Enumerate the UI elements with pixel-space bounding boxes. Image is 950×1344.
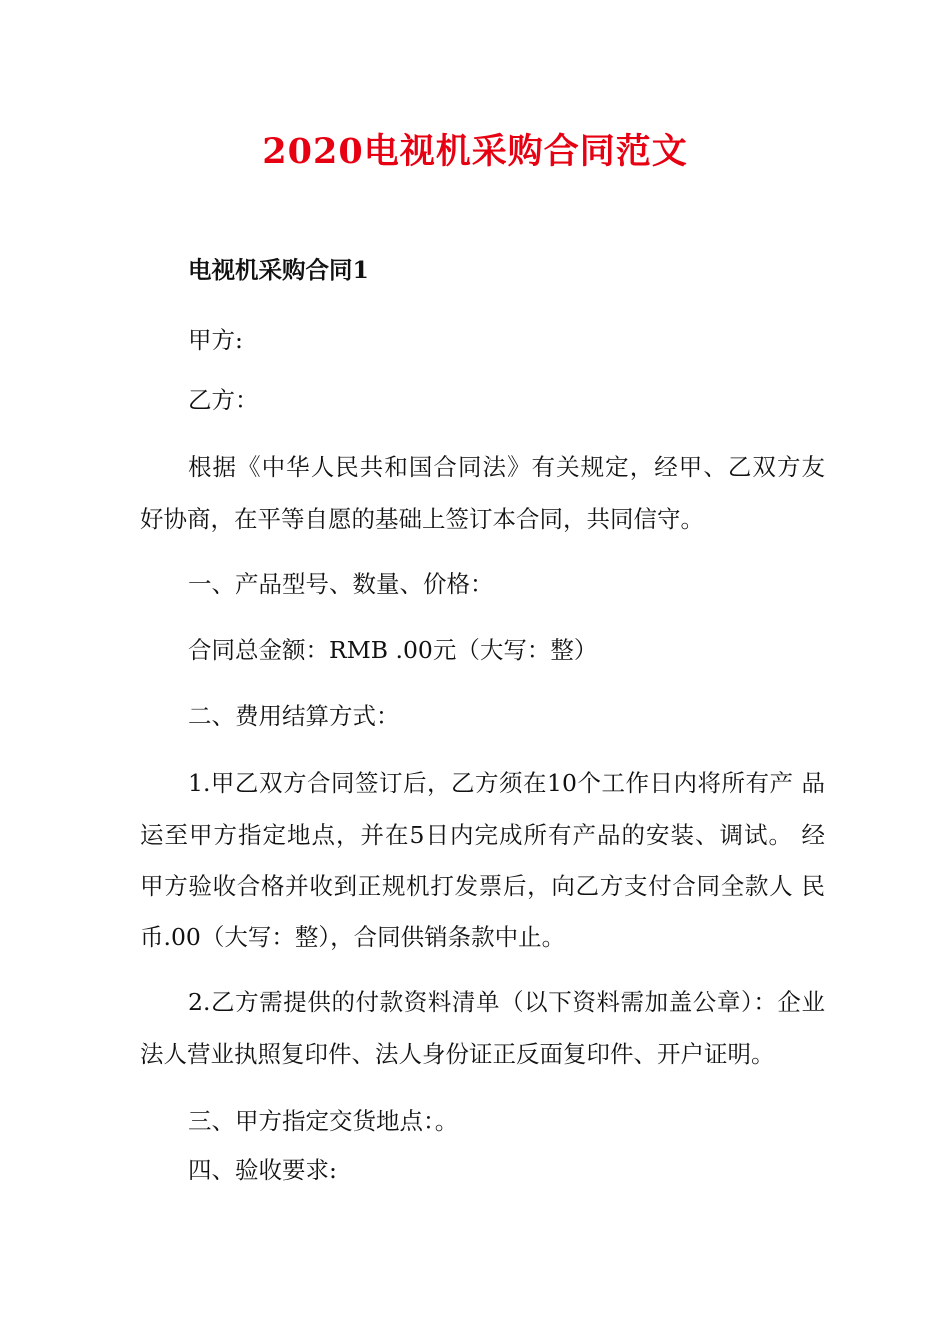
clause-1-line-1: 1.甲乙双方合同签订后，乙方须在10个工作日内将所有产 品: [188, 769, 825, 797]
intro-paragraph-line-1: 根据《中华人民共和国合同法》有关规定，经甲、乙双方友: [188, 453, 825, 481]
document-title: 2020电视机采购合同范文: [262, 131, 688, 172]
intro-paragraph-line-2: 好协商，在平等自愿的基础上签订本合同，共同信守。: [140, 505, 704, 533]
section-3-heading: 三、甲方指定交货地点：。: [188, 1107, 459, 1135]
clause-1-line-2: 运至甲方指定地点，并在5日内完成所有产品的安装、调试。 经: [140, 821, 825, 849]
party-a-line: 甲方:: [188, 326, 243, 354]
clause-1-line-4: 币.00（大写：整），合同供销条款中止。: [140, 923, 566, 951]
section-4-heading: 四、验收要求:: [188, 1156, 337, 1184]
clause-2-line-1: 2.乙方需提供的付款资料清单（以下资料需加盖公章）：企业: [188, 988, 825, 1016]
section-2-heading: 二、费用结算方式：: [188, 702, 400, 730]
contract-heading: 电视机采购合同1: [188, 256, 369, 284]
clause-1-line-3: 甲方验收合格并收到正规机打发票后，向乙方支付合同全款人 民: [140, 872, 825, 900]
party-b-line: 乙方：: [188, 386, 259, 414]
clause-2-line-2: 法人营业执照复印件、法人身份证正反面复印件、开户证明。: [140, 1040, 775, 1068]
total-amount-line: 合同总金额：RMB .00元（大写：整）: [188, 636, 598, 664]
section-1-heading: 一、产品型号、数量、价格：: [188, 570, 494, 598]
